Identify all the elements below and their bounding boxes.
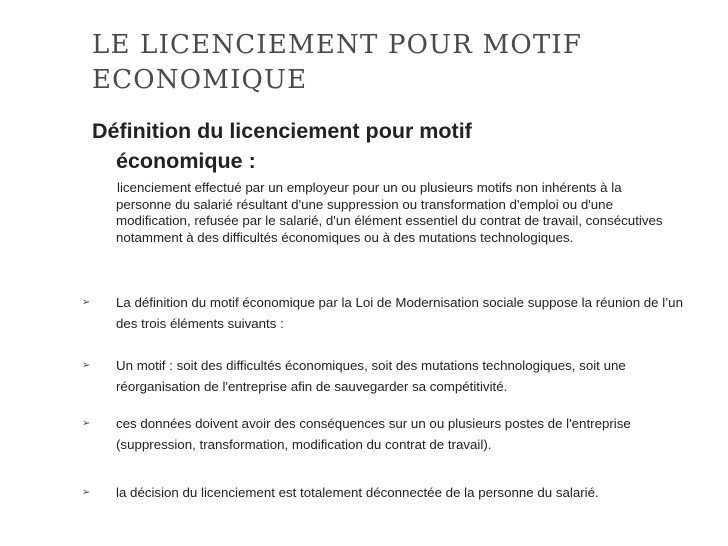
bullet-text: La définition du motif économique par la Loi de Modernisation sociale suppose la réunion de l’un des trois éléments suivants : [116,295,683,331]
arrow-bullet-icon: ➢ [82,360,91,371]
list-item [80,413,690,455]
slide-title: LE LICENCIEMENT POUR MOTIF ECONOMIQUE [92,30,583,95]
arrow-bullet-icon: ➢ [82,487,91,498]
bullet-text: ces données doivent avoir des conséquences sur un ou plusieurs postes de l'entreprise (suppression, transformation, modification du contrat de travail). [116,416,631,452]
arrow-bullet-icon: ➢ [82,418,91,429]
list-item [80,355,690,397]
definition-body: licenciement effectué par un employeur pour un ou plusieurs motifs non inhérents à la personne du salarié résultant d'une suppression ou transformation d'emploi ou d'une modification, refusée par le salarié, d'un élément essentiel du contrat de travail, consécutives notamment à des difficultés économiques ou à des mutations technologiques. [116,180,663,245]
list-item [80,292,690,334]
list-item [80,482,690,503]
definition-heading [92,116,692,176]
bullet-text: Un motif : soit des difficultés économiques, soit des mutations technologiques, soit une réorganisation de l'entreprise afin de sauvegarder sa compétitivité. [116,358,626,394]
definition-heading-line2: économique : [116,149,256,173]
arrow-bullet-icon: ➢ [82,297,91,308]
definition-heading-line1: Définition du licenciement pour motif [92,119,472,143]
bullet-text: la décision du licenciement est totalement déconnectée de la personne du salarié. [116,485,599,500]
